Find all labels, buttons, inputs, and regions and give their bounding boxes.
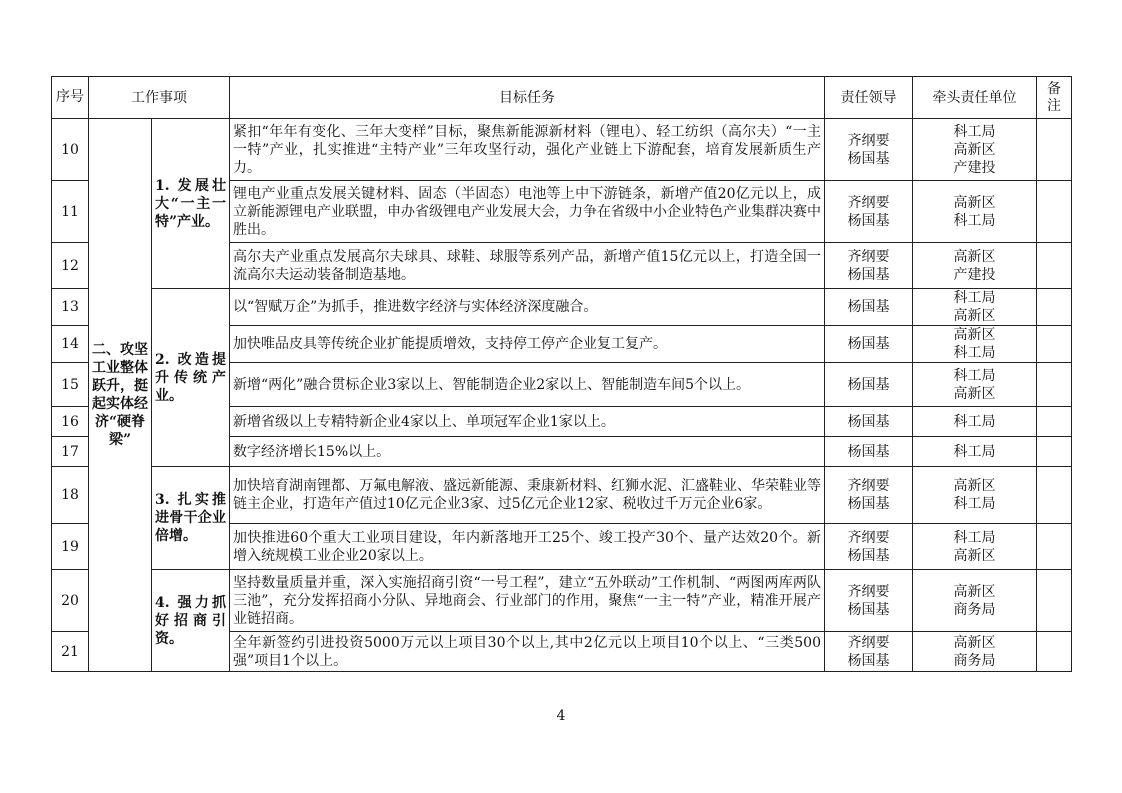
leader-name: 杨国基 [847,150,890,167]
table-row [52,467,1072,524]
leader-cell [825,467,913,524]
target-task-cell: 新增省级以上专精特新企业4家以上、单项冠军企业1家以上。 [230,407,825,437]
leader-name: 齐纲要 [847,634,890,651]
target-task-cell: 加快培育湖南锂都、万氟电解液、盛远新能源、秉康新材料、红狮水泥、汇盛鞋业、华荣鞋业等链主企业，打造年产值过10亿元企业3家、过5亿元企业12家、税收过千万元企业6家。 [230,467,825,524]
unit-cell [913,437,1037,467]
target-task-cell: 锂电产业重点发展关键材料、固态（半固态）电池等上中下游链条，新增产值20亿元以上，成立新能源锂电产业联盟，申办省级锂电产业发展大会，力争在省级中小企业特色产业集群决赛中胜出。 [230,181,825,243]
unit-name: 科工局 [953,123,996,140]
target-task-cell: 加快推进60个重大工业项目建设，年内新落地开工25个、竣工投产30个、量产达效20个。新增入统规模工业企业20家以上。 [230,524,825,570]
leader-name: 杨国基 [847,299,890,315]
subgroup-cell: 4. 强力抓好招商引资。 [152,570,230,672]
target-task-cell: 坚持数量质量并重，深入实施招商引资“一号工程”，建立“五外联动”工作机制、“两图两库两队三池”，充分发挥招商小分队、异地商会、行业部门的作用，聚焦“一主一特”产业，精准开展产业链招商。 [230,570,825,632]
leader-cell [825,243,913,289]
unit-name: 高新区 [953,547,996,564]
unit-name: 科工局 [953,413,996,430]
unit-name: 高新区 [953,248,996,265]
header-unit: 牵头责任单位 [913,77,1037,119]
remark-cell [1037,326,1072,363]
unit-cell [913,243,1037,289]
leader-cell [825,437,913,467]
leader-name: 杨国基 [847,212,890,229]
unit-name: 科工局 [953,443,996,460]
remark-cell [1037,119,1072,181]
leader-name: 齐纲要 [847,248,890,265]
unit-cell [913,467,1037,524]
target-task-cell: 以“智赋万企”为抓手，推进数字经济与实体经济深度融合。 [230,289,825,326]
remark-cell [1037,437,1072,467]
leader-cell [825,407,913,437]
unit-name: 高新区 [953,327,996,343]
remark-cell [1037,467,1072,524]
target-task-cell: 高尔夫产业重点发展高尔夫球具、球鞋、球服等系列产品，新增产值15亿元以上，打造全国一流高尔夫运动装备制造基地。 [230,243,825,289]
leader-cell [825,524,913,570]
unit-name: 科工局 [953,529,996,546]
unit-name: 高新区 [953,308,996,324]
remark-cell [1037,243,1072,289]
unit-name: 科工局 [953,212,996,229]
target-task-cell: 数字经济增长15%以上。 [230,437,825,467]
row-number: 19 [52,524,89,570]
header-target: 目标任务 [230,77,825,119]
row-number: 13 [52,289,89,326]
leader-name: 杨国基 [847,376,890,393]
unit-name: 科工局 [953,367,996,384]
unit-cell [913,524,1037,570]
leader-cell [825,363,913,407]
leader-cell [825,326,913,363]
row-number: 18 [52,467,89,524]
row-number: 10 [52,119,89,181]
unit-cell [913,632,1037,672]
unit-cell [913,363,1037,407]
unit-name: 高新区 [953,385,996,402]
page-number: 4 [556,708,566,724]
remark-cell [1037,407,1072,437]
leader-name: 杨国基 [847,336,890,352]
row-number: 20 [52,570,89,632]
leader-name: 杨国基 [847,547,890,564]
leader-name: 齐纲要 [847,194,890,211]
unit-cell [913,289,1037,326]
unit-name: 科工局 [953,345,996,361]
unit-name: 科工局 [953,496,996,512]
leader-cell [825,570,913,632]
target-task-cell: 紧扣“年年有变化、三年大变样”目标，聚焦新能源新材料（锂电）、轻工纺织（高尔夫）“一主一特”产业，扎实推进“主特产业”三年攻坚行动，强化产业链上下游配套，培育发展新质生产力。 [230,119,825,181]
remark-cell [1037,524,1072,570]
unit-cell [913,407,1037,437]
leader-name: 齐纲要 [847,478,890,494]
subgroup-cell: 1. 发展壮大“一主一特”产业。 [152,119,230,289]
unit-cell [913,181,1037,243]
remark-cell [1037,181,1072,243]
leader-name: 齐纲要 [847,583,890,600]
leader-name: 杨国基 [847,413,890,430]
leader-cell [825,119,913,181]
unit-name: 商务局 [953,601,996,618]
leader-name: 杨国基 [847,601,890,618]
leader-cell [825,632,913,672]
subgroup-cell: 3. 扎实推进骨干企业倍增。 [152,467,230,570]
target-task-cell: 全年新签约引进投资5000万元以上项目30个以上,其中2亿元以上项目10个以上、“三类500强”项目1个以上。 [230,632,825,672]
unit-name: 高新区 [953,634,996,651]
row-number: 21 [52,632,89,672]
row-number: 16 [52,407,89,437]
leader-name: 杨国基 [847,496,890,512]
unit-name: 高新区 [953,141,996,158]
remark-cell [1037,289,1072,326]
leader-cell [825,289,913,326]
row-number: 12 [52,243,89,289]
unit-cell [913,119,1037,181]
leader-name: 杨国基 [847,266,890,283]
leader-name: 杨国基 [847,443,890,460]
header-remark: 备注 [1037,77,1072,119]
unit-name: 高新区 [953,194,996,211]
unit-name: 高新区 [953,478,996,494]
leader-name: 齐纲要 [847,529,890,546]
header-no: 序号 [52,77,89,119]
header-item: 工作事项 [89,77,230,119]
row-number: 11 [52,181,89,243]
remark-cell [1037,363,1072,407]
work-task-table [51,76,1072,672]
unit-name: 产建投 [953,266,996,283]
table-header-row [52,77,1072,119]
unit-name: 产建投 [953,159,996,176]
leader-name: 杨国基 [847,652,890,669]
target-task-cell: 加快唯品皮具等传统企业扩能提质增效，支持停工停产企业复工复产。 [230,326,825,363]
remark-cell [1037,570,1072,632]
subgroup-cell: 2. 改造提升传统产业。 [152,289,230,467]
leader-cell [825,181,913,243]
target-task-cell: 新增“两化”融合贯标企业3家以上、智能制造企业2家以上、智能制造车间5个以上。 [230,363,825,407]
remark-cell [1037,632,1072,672]
unit-name: 高新区 [953,583,996,600]
unit-cell [913,326,1037,363]
row-number: 14 [52,326,89,363]
table-row [52,289,1072,326]
table-row [52,119,1072,181]
leader-name: 齐纲要 [847,132,890,149]
row-number: 15 [52,363,89,407]
category-cell: 二、攻坚工业整体跃升，挺起实体经济“硬脊梁” [89,119,152,672]
header-leader: 责任领导 [825,77,913,119]
unit-name: 科工局 [953,290,996,306]
table-row [52,570,1072,632]
row-number: 17 [52,437,89,467]
unit-name: 商务局 [953,652,996,669]
unit-cell [913,570,1037,632]
